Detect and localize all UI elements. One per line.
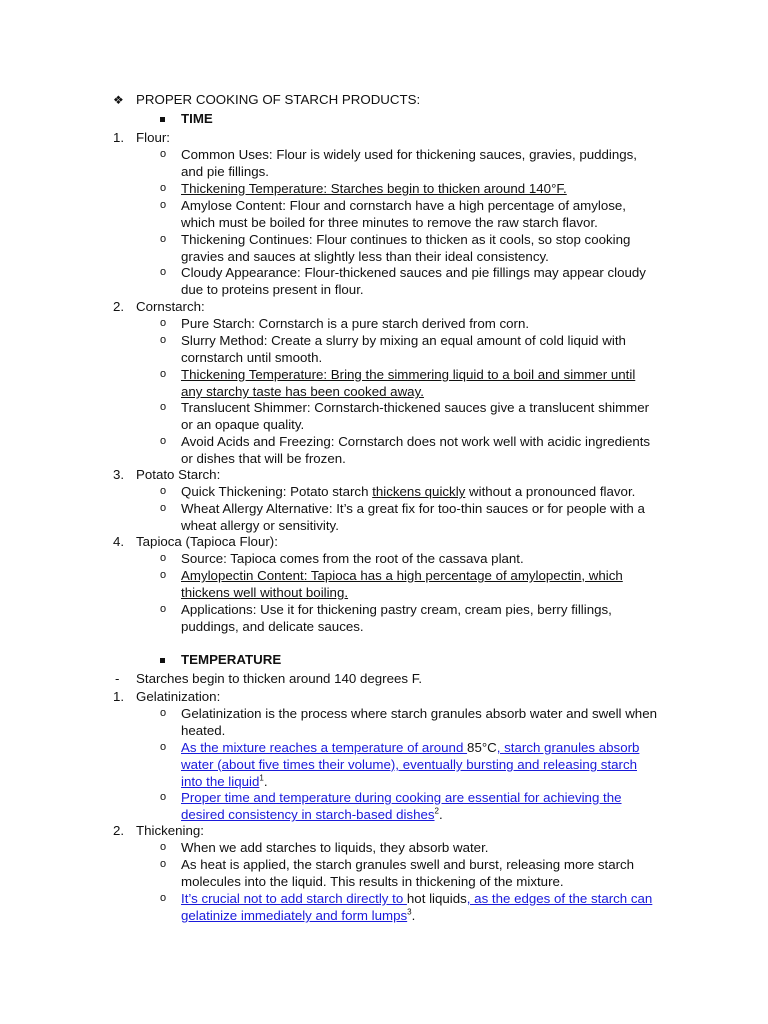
circle-bullet-icon: o [160, 741, 167, 753]
citation-link[interactable]: It’s crucial not to add starch directly to [181, 891, 407, 906]
citation-link[interactable]: As the mixture reaches a temperature of around [181, 740, 468, 755]
circle-bullet-icon: o [160, 707, 167, 719]
circle-bullet-icon: o [160, 148, 167, 160]
list-item-text: Amylose Content: Flour and cornstarch have a high percentage of amylose, [181, 198, 626, 213]
circle-bullet-icon: o [160, 485, 167, 497]
list-number: 3. [113, 467, 125, 482]
list-item-text: puddings, and delicate sauces. [181, 619, 364, 634]
list-item-text: Avoid Acids and Freezing: Cornstarch does not work well with acidic ingredients [181, 434, 651, 449]
list-item-title: Gelatinization: [136, 689, 221, 704]
list-item-text: Amylopectin Content: Tapioca has a high percentage of amylopectin, which [181, 568, 623, 583]
list-item-title: Thickening: [136, 823, 204, 838]
list-item-title: Tapioca (Tapioca Flour): [136, 534, 278, 549]
list-item-text: Pure Starch: Cornstarch is a pure starch derived from corn. [181, 316, 530, 331]
list-item-text: molecules into the liquid. This results in thickening of the mixture. [181, 874, 564, 889]
circle-bullet-icon: o [160, 266, 167, 278]
citation-link[interactable]: Proper time and temperature during cooking are essential for achieving the [181, 790, 622, 805]
list-item-title: Cornstarch: [136, 299, 205, 314]
list-item-text: Applications: Use it for thickening pastry cream, cream pies, berry fillings, [181, 602, 612, 617]
list-item-text: heated. [181, 723, 226, 738]
list-item-text: When we add starches to liquids, they absorb water. [181, 840, 489, 855]
circle-bullet-icon: o [160, 334, 167, 346]
circle-bullet-icon: o [160, 603, 167, 615]
circle-bullet-icon: o [160, 791, 167, 803]
list-item-text: gravies and sauces at slightly less than their ideal consistency. [181, 249, 549, 264]
citation-link[interactable]: water (about five times their volume), eventually bursting and releasing starch [181, 757, 638, 772]
list-item-text: gelatinize immediately and form lumps$^3$. [181, 907, 416, 923]
dash-bullet-icon: - [115, 671, 120, 686]
circle-bullet-icon: o [160, 841, 167, 853]
circle-bullet-icon: o [160, 199, 167, 211]
citation-link[interactable]: into the liquid [181, 774, 260, 789]
list-item-text: Thickening Temperature: Bring the simmering liquid to a boil and simmer until [181, 367, 636, 382]
diamond-bullet-icon: ❖ [113, 93, 124, 107]
section-temperature-label: TEMPERATURE [181, 652, 282, 667]
citation-link[interactable]: gelatinize immediately and form lumps [181, 908, 408, 923]
list-item-text: wheat allergy or sensitivity. [181, 518, 339, 533]
list-item-text: any starchy taste has been cooked away. [181, 384, 424, 399]
circle-bullet-icon: o [160, 233, 167, 245]
list-item-title: Potato Starch: [136, 467, 221, 482]
list-item-text: Quick Thickening: Potato starch thickens quickly without a pronounced flavor. [181, 484, 636, 499]
circle-bullet-icon: o [160, 552, 167, 564]
list-item-text: Common Uses: Flour is widely used for thickening sauces, gravies, puddings, [181, 147, 637, 162]
circle-bullet-icon: o [160, 317, 167, 329]
list-item-text: Source: Tapioca comes from the root of the cassava plant. [181, 551, 524, 566]
list-item-text: Slurry Method: Create a slurry by mixing an equal amount of cold liquid with [181, 333, 626, 348]
list-item-text: thickens well without boiling. [181, 585, 349, 600]
list-item-title: Flour: [136, 130, 170, 145]
list-number: 1. [113, 130, 125, 145]
citation-link[interactable]: desired consistency in starch-based dishes [181, 807, 435, 822]
circle-bullet-icon: o [160, 569, 167, 581]
list-number: 2. [113, 299, 125, 314]
list-item-text: Thickening Temperature: Starches begin to thicken around 140°F. [181, 181, 567, 196]
list-item-text: As the mixture reaches a temperature of around 85°C, starch granules absorb [181, 740, 640, 755]
list-item-text: Gelatinization is the process where starch granules absorb water and swell when [181, 706, 657, 721]
circle-bullet-icon: o [160, 401, 167, 413]
list-item-text: It’s crucial not to add starch directly to hot liquids, as the edges of the starch can [181, 891, 653, 906]
section-time-label: TIME [181, 111, 213, 126]
circle-bullet-icon: o [160, 182, 167, 194]
list-item-text: desired consistency in starch-based dishes$^2$. [181, 806, 443, 822]
list-item-text: and pie fillings. [181, 164, 269, 179]
list-item-text: Wheat Allergy Alternative: It’s a great fix for too-thin sauces or for people with a [181, 501, 645, 516]
circle-bullet-icon: o [160, 502, 167, 514]
list-item-text: Thickening Continues: Flour continues to thicken as it cools, so stop cooking [181, 232, 631, 247]
list-item-text: or an opaque quality. [181, 417, 305, 432]
list-item-text: Cloudy Appearance: Flour-thickened sauces and pie fillings may appear cloudy [181, 265, 646, 280]
list-item-text: which must be boiled for three minutes to remove the raw starch flavor. [181, 215, 598, 230]
circle-bullet-icon: o [160, 858, 167, 870]
list-number: 2. [113, 823, 125, 838]
list-item-text: cornstarch until smooth. [181, 350, 323, 365]
circle-bullet-icon: o [160, 892, 167, 904]
circle-bullet-icon: o [160, 368, 167, 380]
list-item-text: due to proteins present in flour. [181, 282, 364, 297]
circle-bullet-icon: o [160, 435, 167, 447]
list-number: 1. [113, 689, 125, 704]
list-item-text: into the liquid$^1$. [181, 773, 268, 789]
footnote-ref[interactable]: 2 [434, 806, 439, 816]
square-bullet-icon [160, 658, 165, 663]
list-item-text: Translucent Shimmer: Cornstarch-thickened sauces give a translucent shimmer [181, 400, 650, 415]
footnote-ref[interactable]: 3 [407, 907, 412, 917]
page-heading: PROPER COOKING OF STARCH PRODUCTS: [136, 92, 421, 107]
list-item-text: Starches begin to thicken around 140 degrees F. [136, 671, 423, 686]
footnote-ref[interactable]: 1 [259, 773, 264, 783]
list-item-text: or dishes that will be frozen. [181, 451, 346, 466]
list-number: 4. [113, 534, 125, 549]
square-bullet-icon [160, 117, 165, 122]
citation-link[interactable]: , starch granules absorb [496, 740, 640, 755]
list-item-text: As heat is applied, the starch granules swell and burst, releasing more starch [181, 857, 635, 872]
citation-link[interactable]: , as the edges of the starch can [466, 891, 653, 906]
